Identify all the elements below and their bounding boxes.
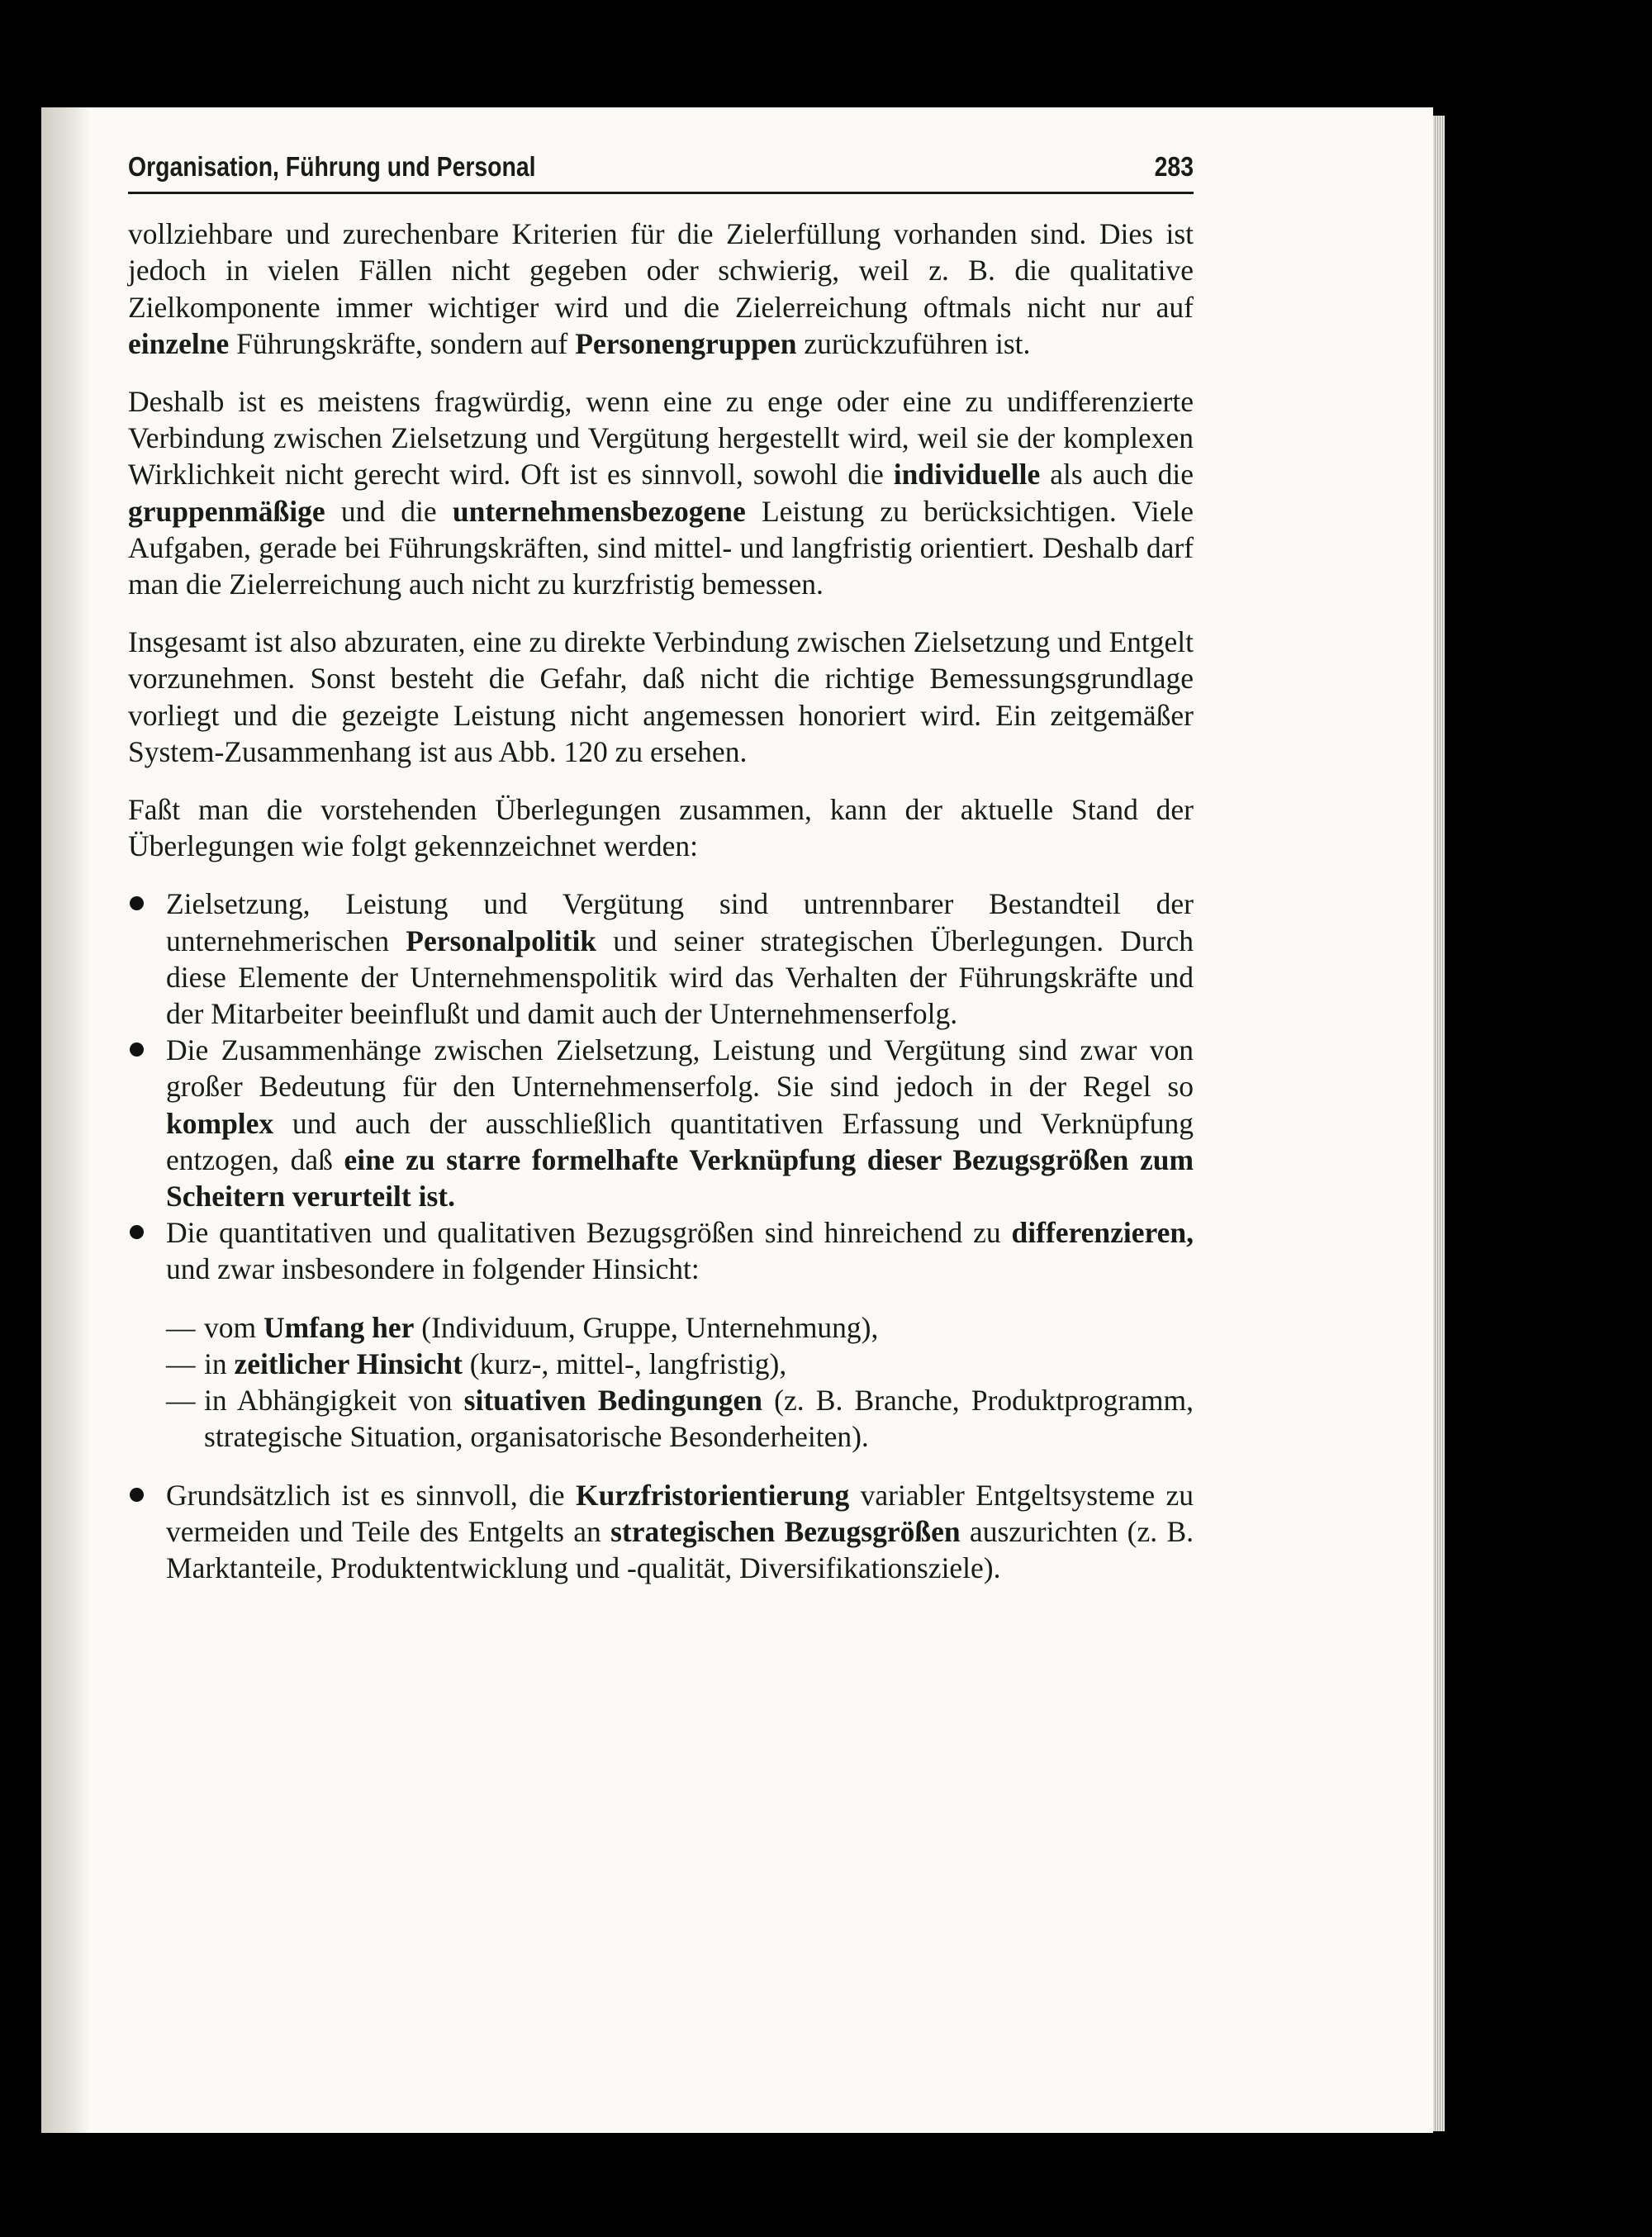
bullet-icon xyxy=(130,896,144,910)
paragraph-1: vollziehbare und zurechenbare Kriterien für die Zielerfüllung vorhanden sind. Dies ist jedoch in vielen Fällen nicht gegeben oder schwierig, weil z. B. die qualitative Zielkomponente immer wichtiger wird und die Zielerreichung oftmals nicht nur auf einzelne Führungskräfte, sondern auf Personengruppen zurückzuführen ist. xyxy=(128,217,1194,360)
bullet-item-2: Die Zusammenhänge zwischen Zielsetzung, Leistung und Vergütung sind zwar von großer Bedeutung für den Unternehmenserfolg. Sie sind jedoch in der Regel so komplex und auch der ausschließlich quantitativen Erfassung und Verknüpfung entzogen, daß eine zu starre formelhafte Verknüpfung dieser Bezugsgrößen zum Scheitern verurteilt ist. xyxy=(128,1032,1194,1214)
paragraph-3: Insgesamt ist also abzuraten, eine zu direkte Verbindung zwischen Zielsetzung und Entgelt vorzunehmen. Sonst besteht die Gefahr, daß nicht die richtige Bemessungsgrundlage vorliegt und die gezeigte Leistung nicht angemessen honoriert wird. Ein zeitgemäßer System-Zusammenhang ist aus Abb. 120 zu ersehen. xyxy=(128,625,1194,768)
page-gutter-shadow xyxy=(41,107,91,2133)
page-number: 283 xyxy=(1154,151,1194,182)
bullet-item-4: Grundsätzlich ist es sinnvoll, die Kurzfristorientierung variabler Entgeltsysteme zu vermeiden und Teile des Entgelts an strategischen Bezugsgrößen auszurichten (z. B. Marktanteile, Produktentwicklung und -qualität, Diversifikationsziele). xyxy=(128,1477,1194,1587)
page-edge-stack xyxy=(1433,116,1445,2131)
dash-list xyxy=(166,1309,1194,1456)
dash-icon: — xyxy=(166,1346,196,1380)
running-header-title: Organisation, Führung und Personal xyxy=(128,151,536,182)
dash-item-3: — in Abhängigkeit von situativen Bedingungen (z. B. Branche, Produktprogramm, strategische Situation, organisatorische Besonderheiten). xyxy=(166,1384,1194,1454)
paragraph-4: Faßt man die vorstehenden Überlegungen zusammen, kann der aktuelle Stand der Überlegungen wie folgt gekennzeichnet werden: xyxy=(128,793,1194,863)
header-rule xyxy=(128,192,1194,194)
bullet-icon xyxy=(130,1488,144,1502)
dash-icon: — xyxy=(166,1384,196,1418)
dash-item-2: — in zeitlicher Hinsicht (kurz-, mittel-, langfristig), xyxy=(166,1346,1194,1382)
bullet-icon xyxy=(130,1225,144,1239)
bullet-icon xyxy=(130,1043,144,1057)
dash-icon: — xyxy=(166,1310,196,1344)
page-content xyxy=(128,149,1194,1586)
bullet-item-3: Die quantitativen und qualitativen Bezugsgrößen sind hinreichend zu differenzieren, und zwar insbesondere in folgender Hinsicht: — vom Umfang her (Individuum, Gruppe, Unternehmung), — in zeitlicher Hinsicht (kurz-, mittel-, langfristig), — in Abhängigkeit von situativen Bedingungen (z. B. Branche, Produktprogramm, strategische Situation, organisatorische Besonderheiten). xyxy=(128,1214,1194,1455)
bullet-list xyxy=(128,886,1194,1586)
running-header xyxy=(128,149,1194,190)
dash-item-1: — vom Umfang her (Individuum, Gruppe, Unternehmung), xyxy=(166,1309,1194,1346)
paragraph-2: Deshalb ist es meistens fragwürdig, wenn eine zu enge oder eine zu undifferenzierte Verbindung zwischen Zielsetzung und Vergütung hergestellt wird, weil sie der komplexen Wirklichkeit nicht gerecht wird. Oft ist es sinnvoll, sowohl die individuelle als auch die gruppenmäßige und die unternehmensbezogene Leistung zu berücksichtigen. Viele Aufgaben, gerade bei Führungskräften, sind mittel- und langfristig orientiert. Deshalb darf man die Zielerreichung auch nicht zu kurzfristig bemessen. xyxy=(128,385,1194,601)
bullet-item-1: Zielsetzung, Leistung und Vergütung sind untrennbarer Bestandteil der unternehmerischen Personalpolitik und seiner strategischen Überlegungen. Durch diese Elemente der Unternehmenspolitik wird das Verhalten der Führungskräfte und der Mitarbeiter beeinflußt und damit auch der Unternehmenserfolg. xyxy=(128,886,1194,1032)
